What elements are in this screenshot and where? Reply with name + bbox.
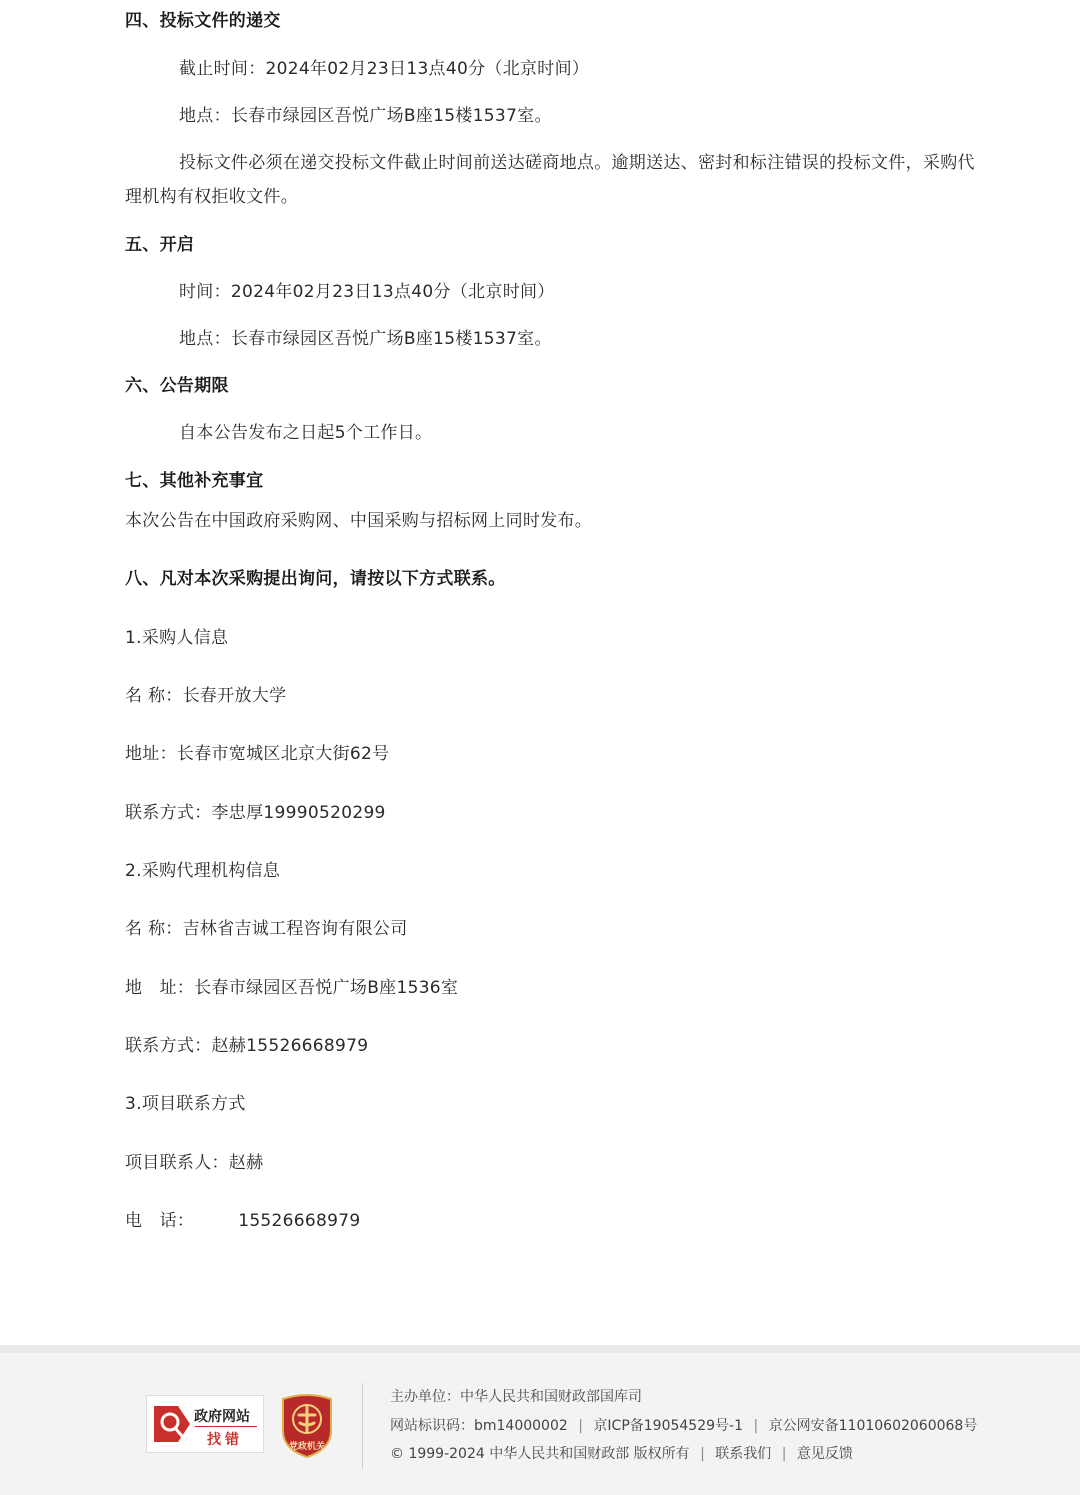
separator: | — [753, 1418, 759, 1434]
gov-site-error-report-badge[interactable] — [146, 1395, 264, 1453]
badge-error-line2: 找错 — [207, 1432, 243, 1448]
party-badge-label: 党政机关 — [288, 1442, 325, 1452]
section-6-title: 六、公告期限 — [125, 376, 229, 396]
project-phone: 15526668979 — [238, 1211, 361, 1231]
icp-link[interactable]: 京ICP备19054529号-1 — [593, 1418, 743, 1434]
agency-address: 地 址：长春市绿园区吾悦广场B座1536室 — [125, 978, 459, 998]
bid-note-text: 投标文件必须在递交投标文件截止时间前送达磋商地点。逾期送达、密封和标注错误的投标文件，采购代理机构有权拒收文件。 — [125, 153, 975, 207]
agency-contact: 联系方式：赵赫15526668979 — [125, 1036, 369, 1056]
project-person: 项目联系人：赵赫 — [125, 1153, 264, 1173]
buyer-name: 名 称：长春开放大学 — [125, 686, 287, 706]
separator: | — [578, 1418, 583, 1434]
section-4-title: 四、投标文件的递交 — [125, 11, 281, 31]
footer-copyright-line — [390, 1444, 853, 1464]
agency-name: 名 称：吉林省吉诚工程咨询有限公司 — [125, 919, 408, 939]
police-record-link[interactable]: 京公网安备11010602060068号 — [768, 1418, 978, 1434]
supplementary-text: 本次公告在中国政府采购网、中国采购与招标网上同时发布。 — [125, 511, 593, 531]
copyright: © 1999-2024 中华人民共和国财政部 版权所有 — [390, 1446, 690, 1462]
section-8-title: 八、凡对本次采购提出询问，请按以下方式联系。 — [125, 569, 506, 589]
contact-us-link[interactable]: 联系我们 — [715, 1446, 772, 1462]
separator: | — [700, 1446, 705, 1462]
section-7-title: 七、其他补充事宜 — [125, 471, 264, 491]
site-id: 网站标识码：bm14000002 — [390, 1418, 568, 1434]
buyer-contact: 联系方式：李忠厚19990520299 — [125, 803, 386, 823]
bid-note — [125, 146, 975, 214]
project-phone-line — [125, 1209, 360, 1233]
badge-error-line1: 政府网站 — [194, 1409, 250, 1425]
opening-time: 时间：2024年02月23日13点40分（北京时间） — [179, 282, 555, 302]
section-5-title: 五、开启 — [125, 235, 195, 255]
footer-top-band — [0, 1345, 1080, 1353]
agency-heading: 2.采购代理机构信息 — [125, 861, 281, 881]
footer-registration — [390, 1416, 977, 1436]
project-phone-label: 电 话： — [125, 1211, 195, 1231]
party-government-badge[interactable] — [279, 1393, 335, 1459]
bid-place: 地点：长春市绿园区吾悦广场B座15楼1537室。 — [179, 106, 552, 126]
bid-deadline: 截止时间：2024年02月23日13点40分（北京时间） — [179, 59, 590, 79]
footer-host: 主办单位：中华人民共和国财政部国库司 — [390, 1389, 642, 1405]
buyer-heading: 1.采购人信息 — [125, 628, 229, 648]
footer-divider — [362, 1383, 363, 1469]
project-heading: 3.项目联系方式 — [125, 1094, 246, 1114]
magnifier-icon — [152, 1402, 192, 1446]
badge-rule — [195, 1426, 257, 1427]
site-footer — [0, 1345, 1080, 1495]
feedback-link[interactable]: 意见反馈 — [796, 1446, 853, 1462]
notice-period: 自本公告发布之日起5个工作日。 — [179, 423, 433, 443]
opening-place: 地点：长春市绿园区吾悦广场B座15楼1537室。 — [179, 329, 552, 349]
separator: | — [781, 1446, 787, 1462]
buyer-address: 地址：长春市宽城区北京大街62号 — [125, 744, 390, 764]
